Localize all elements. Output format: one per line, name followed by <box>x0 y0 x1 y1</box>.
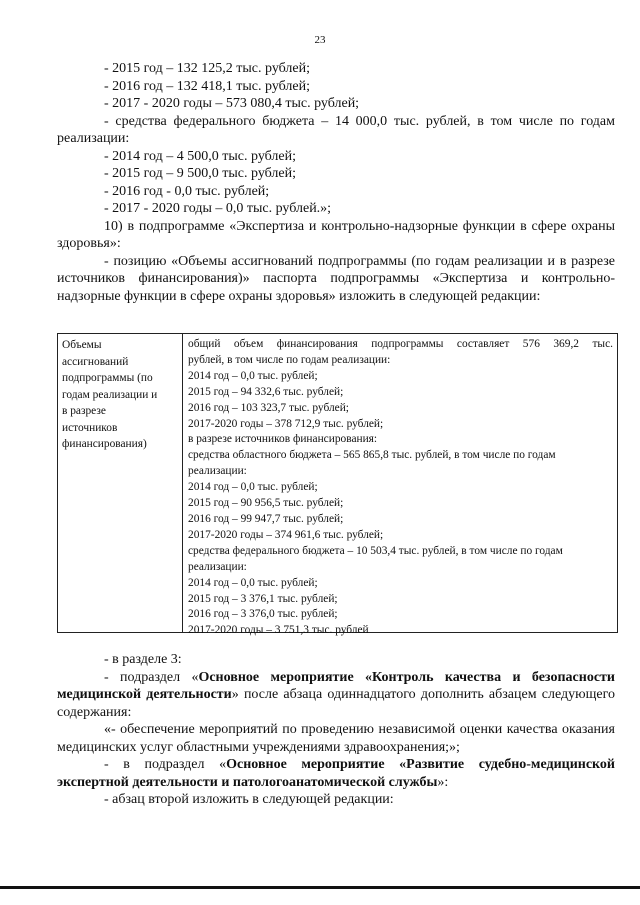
federal-intro: - средства федерального бюджета – 14 000,0 тыс. рублей, в том числе по годам реализации: <box>57 113 615 146</box>
fed-line-2017-2020: - 2017 - 2020 годы – 0,0 тыс. рублей.»; <box>104 201 332 216</box>
right-line: общий объем финансирования подпрограммы составляет 576 369,2 тыс. <box>188 338 613 350</box>
document-lower <box>57 651 615 809</box>
left-line: финансирования) <box>62 438 147 450</box>
position-paragraph: - позицию «Объемы ассигнований подпрограммы (по годам реализации и в разрезе источников финансирования)» паспорта подпрограммы «Экспертиза и контрольно-надзорные функции в сфере охраны здоровья» изложить в следующей редакции: <box>57 253 615 304</box>
last-line: - абзац второй изложить в следующей редакции: <box>104 792 394 807</box>
right-line: 2014 год – 0,0 тыс. рублей; <box>188 481 318 494</box>
subsection-2: - в подраздел «Основное мероприятие «Развитие судебно-медицинской экспертной деятельности и патологоанатомической службы»: <box>57 757 615 790</box>
right-line: рублей, в том числе по годам реализации: <box>188 353 391 366</box>
right-line: реализации: <box>188 465 247 478</box>
right-line: 2014 год – 0,0 тыс. рублей; <box>188 576 318 589</box>
right-line: 2014 год – 0,0 тыс. рублей; <box>188 369 318 382</box>
right-line: в разрезе источников финансирования: <box>188 433 378 446</box>
subsection-1: - подраздел «Основное мероприятие «Контроль качества и безопасности медицинской деятельности» после абзаца одиннадцатого дополнить абзацем следующего содержания: <box>57 669 615 720</box>
quote-1: «- обеспечение мероприятий по проведению независимой оценки качества оказания медицинских услуг областными учреждениями здравоохранения;»; <box>57 722 615 755</box>
right-line: реализации: <box>188 560 247 573</box>
page-number: 23 <box>314 34 326 46</box>
right-line: 2017-2020 годы – 3 751,3 тыс. рублей <box>188 624 369 637</box>
right-line: 2017-2020 годы – 374 961,6 тыс. рублей; <box>188 528 384 541</box>
left-line: годам реализации и <box>62 388 158 401</box>
right-line: средства федерального бюджета – 10 503,4 тыс. рублей, в том числе по годам <box>188 544 563 557</box>
bottom-rule <box>0 886 640 889</box>
right-line: 2016 год – 3 376,0 тыс. рублей; <box>188 608 338 621</box>
left-line: Объемы <box>62 339 102 351</box>
subsection-2-title: Основное мероприятие «Развитие судебно-медицинской экспертной деятельности и патологоанатомической службы <box>57 757 615 790</box>
table-left-cell <box>58 334 183 632</box>
line-2017-2020: - 2017 - 2020 годы – 573 080,4 тыс. рублей; <box>104 96 360 111</box>
funding-table <box>57 333 618 637</box>
line-2015: - 2015 год – 132 125,2 тыс. рублей; <box>104 61 311 76</box>
left-line: в разрезе <box>62 405 106 417</box>
right-line: 2017-2020 годы – 378 712,9 тыс. рублей; <box>188 417 384 430</box>
section-3: - в разделе 3: <box>104 652 182 667</box>
subsection-1-title: Основное мероприятие «Контроль качества и безопасности медицинской деятельности <box>57 669 615 702</box>
right-line: 2015 год – 94 332,6 тыс. рублей; <box>188 385 344 398</box>
right-line: 2016 год – 99 947,7 тыс. рублей; <box>188 512 344 525</box>
right-line: 2015 год – 90 956,5 тыс. рублей; <box>188 497 344 510</box>
right-line: 2016 год – 103 323,7 тыс. рублей; <box>188 401 349 414</box>
fed-line-2015: - 2015 год – 9 500,0 тыс. рублей; <box>104 166 297 181</box>
fed-line-2014: - 2014 год – 4 500,0 тыс. рублей; <box>104 148 297 164</box>
left-line: подпрограммы (по <box>62 372 153 384</box>
document-body <box>57 60 615 305</box>
line-2016: - 2016 год – 132 418,1 тыс. рублей; <box>104 78 311 94</box>
table-right-cell <box>183 334 617 637</box>
fed-line-2016: - 2016 год - 0,0 тыс. рублей; <box>104 183 270 199</box>
right-line: 2015 год – 3 376,1 тыс. рублей; <box>188 592 338 605</box>
left-line: ассигнований <box>62 355 129 368</box>
left-line: источников <box>62 421 118 434</box>
item-10: 10) в подпрограмме «Экспертиза и контрольно-надзорные функции в сфере охраны здоровья»: <box>57 218 615 251</box>
right-line: средства областного бюджета – 565 865,8 тыс. рублей, в том числе по годам <box>188 449 556 462</box>
